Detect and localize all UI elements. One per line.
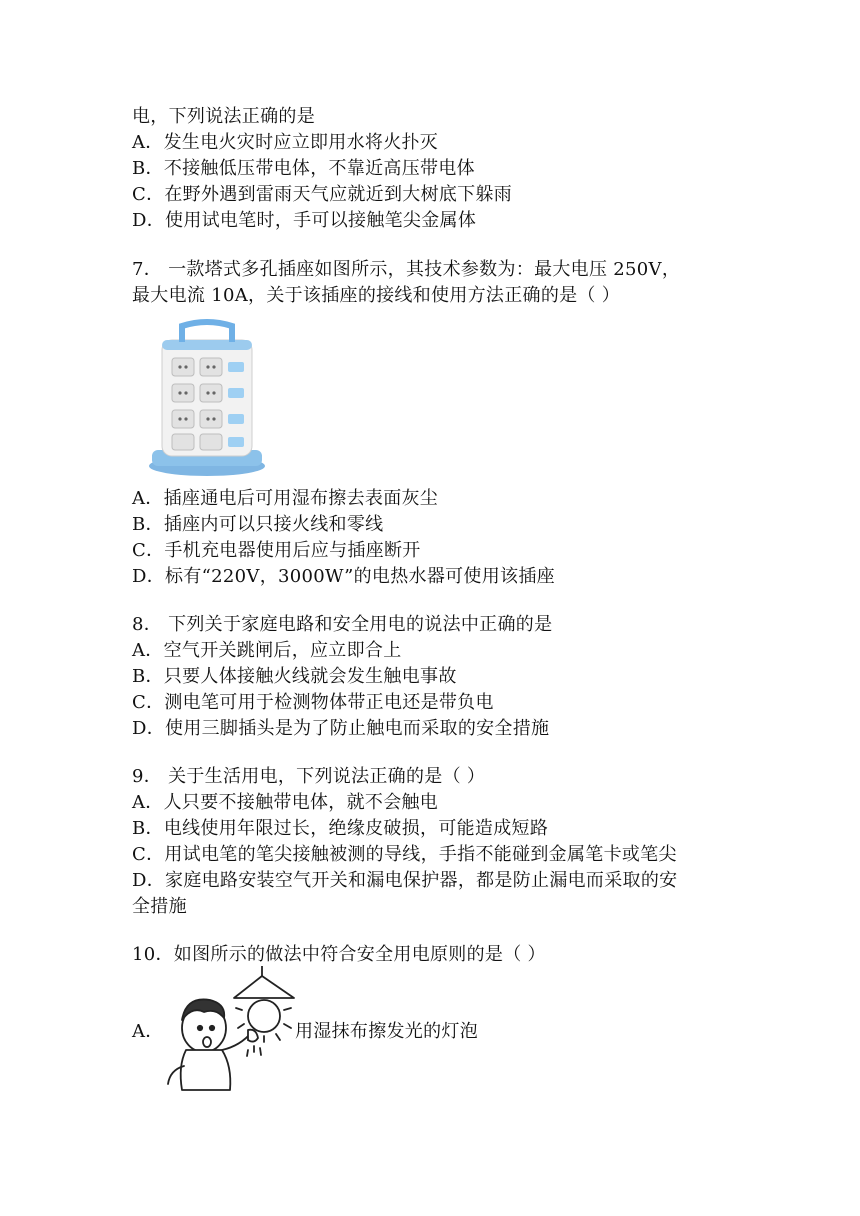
q8-option-c: C．测电笔可用于检测物体带正电还是带负电 [132, 692, 494, 713]
q9-option-d: D．家庭电路安装空气开关和漏电保护器，都是防止漏电而采取的安 [132, 870, 678, 891]
tower-socket-image [144, 318, 270, 478]
q7-stem-line2: 最大电流 10A，关于该插座的接线和使用方法正确的是（ ） [132, 285, 621, 306]
cartoon-wiping-bulb-image [160, 966, 300, 1098]
q10-option-a-label: A． [132, 1021, 164, 1042]
q10-option-a-text: 用湿抹布擦发光的灯泡 [295, 1021, 478, 1042]
q7-option-b: B．插座内可以只接火线和零线 [132, 514, 384, 535]
q9-option-d-cont: 全措施 [132, 896, 187, 917]
q9-option-a: A．人只要不接触带电体，就不会触电 [132, 792, 439, 813]
q10-stem: 10．如图所示的做法中符合安全用电原则的是（ ） [132, 944, 546, 965]
q6-option-c: C．在野外遇到雷雨天气应就近到大树底下躲雨 [132, 184, 513, 205]
q7-option-c: C．手机充电器使用后应与插座断开 [132, 540, 421, 561]
q8-option-d: D．使用三脚插头是为了防止触电而采取的安全措施 [132, 718, 550, 739]
q9-option-b: B．电线使用年限过长，绝缘皮破损，可能造成短路 [132, 818, 549, 839]
q9-stem: 9． 关于生活用电，下列说法正确的是（ ） [132, 766, 486, 787]
q7-stem-line1: 7． 一款塔式多孔插座如图所示，其技术参数为：最大电压 250V， [132, 259, 681, 280]
q7-option-d: D．标有“220V，3000W”的电热水器可使用该插座 [132, 566, 555, 587]
q6-option-b: B．不接触低压带电体，不靠近高压带电体 [132, 158, 475, 179]
q7-option-a: A．插座通电后可用湿布擦去表面灰尘 [132, 488, 439, 509]
q6-option-d: D．使用试电笔时，手可以接触笔尖金属体 [132, 210, 477, 231]
q8-option-b: B．只要人体接触火线就会发生触电事故 [132, 666, 457, 687]
q9-option-c: C．用试电笔的笔尖接触被测的导线，手指不能碰到金属笔卡或笔尖 [132, 844, 677, 865]
q6-option-a: A．发生电火灾时应立即用水将火扑灭 [132, 132, 439, 153]
q6-stem: 电，下列说法正确的是 [132, 106, 315, 127]
q8-stem: 8． 下列关于家庭电路和安全用电的说法中正确的是 [132, 614, 553, 635]
q8-option-a: A．空气开关跳闸后，应立即合上 [132, 640, 402, 661]
